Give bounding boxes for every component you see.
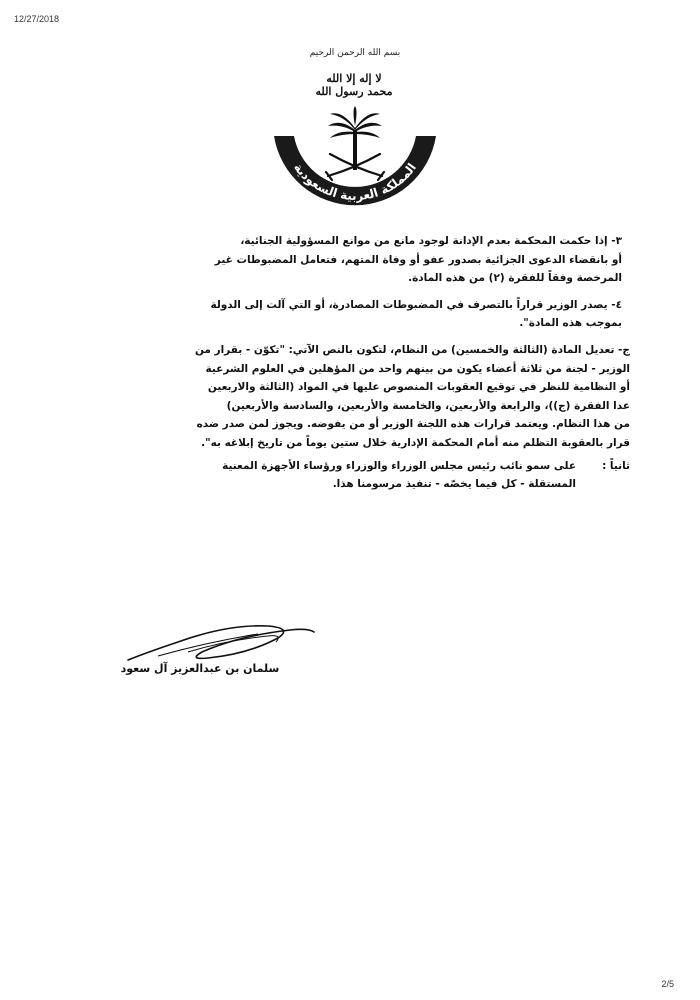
item-4-line: ٤- يصدر الوزير قراراً بالتصرف في المضبوطات المصادرة، أو التي آلت إلى الدولة xyxy=(210,298,622,311)
palm-tree-icon xyxy=(328,106,382,170)
section-c-line: من هذا النظام. ويعتمد قرارات هذه اللجنة الوزير أو من يفوضه. ويجوز لمن صدر ضده xyxy=(196,418,630,431)
section-c-line: قرار بالعقوبة التظلم منه أمام المحكمة الإدارية خلال ستين يوماً من تاريخ إبلاغه به". xyxy=(201,436,630,449)
print-date: 12/27/2018 xyxy=(14,14,60,24)
signer-name: سلمان بن عبدالعزيز آل سعود xyxy=(120,662,280,675)
second-clause-line: المستقلة - كل فيما يخصّه - تنفيذ مرسومنا هذا. xyxy=(332,478,576,491)
second-clause-line: على سمو نائب رئيس مجلس الوزراء والوزراء ورؤساء الأجهزة المعنية xyxy=(222,459,576,472)
second-clause-label: ثانياً : xyxy=(602,459,630,472)
decree-body xyxy=(60,232,630,494)
section-c-line: ج- تعديل المادة (الثالثة والخمسين) من النظام، لتكون بالنص الآتي: "تكوّن - بقرار من xyxy=(194,343,630,356)
section-c-line: عدا الفقرة (ج))، والرابعة والأربعين، والخامسة والأربعين، والسادسة والأربعين) xyxy=(226,399,630,412)
saudi-emblem-icon xyxy=(270,96,440,232)
item-3-line: المرخصة وفقاً للفقرة (٢) من هذه المادة. xyxy=(408,272,622,285)
item-3-line: ٣- إذا حكمت المحكمة بعدم الإدانة لوجود مانع من موانع المسؤولية الجنائية، xyxy=(240,235,622,247)
emblem-caption: المملكة العربية السعودية xyxy=(291,160,419,203)
item-4-line: بموجب هذه المادة". xyxy=(519,317,622,330)
section-c-line: أو النظامية للنظر في توقيع العقوبات المنصوص عليها في المواد (الثالثة والاربعين xyxy=(207,381,630,394)
item-3-line: أو بانقضاء الدعوى الجزائية بصدور عفو أو وفاة المتهم، فتعامل المضبوطات غير xyxy=(214,253,622,266)
second-clause xyxy=(60,457,630,494)
page-number: 2/5 xyxy=(661,979,674,989)
royal-motto-calligraphy: لا إله إلا الله محمد رسول الله xyxy=(315,72,393,98)
section-c-line: الوزير - لجنة من ثلاثة أعضاء يكون من بينهم واحد من المؤهلين في العلوم الشرعية xyxy=(205,362,630,375)
bismillah-header: بسم الله الرحمن الرحيم xyxy=(309,48,401,58)
